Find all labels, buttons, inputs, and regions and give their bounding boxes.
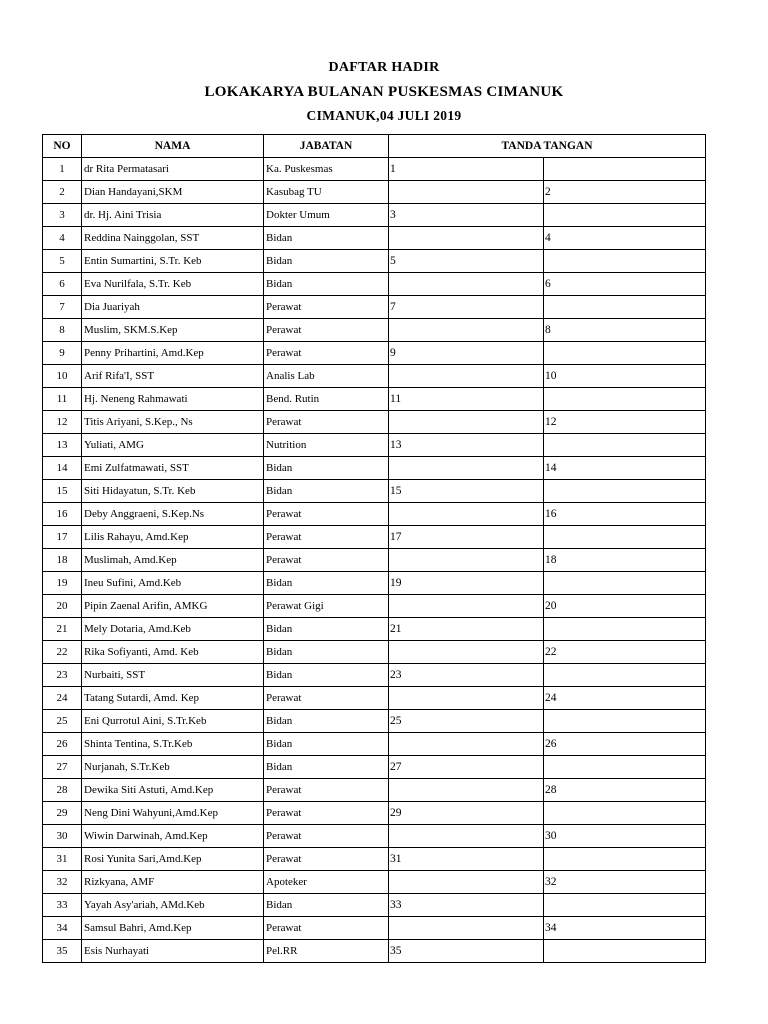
signature-cell-left <box>389 825 544 848</box>
cell-nama: Muslim, SKM.S.Kep <box>82 319 264 342</box>
cell-jabatan: Bidan <box>264 756 389 779</box>
cell-jabatan: Perawat <box>264 411 389 434</box>
cell-nama: dr Rita Permatasari <box>82 158 264 181</box>
column-header-no: NO <box>43 135 82 158</box>
cell-no: 13 <box>43 434 82 457</box>
cell-jabatan: Perawat <box>264 296 389 319</box>
cell-nama: Dian Handayani,SKM <box>82 181 264 204</box>
signature-cell-left: 5 <box>389 250 544 273</box>
signature-cell-left: 3 <box>389 204 544 227</box>
cell-no: 11 <box>43 388 82 411</box>
cell-nama: Arif Rifa'I, SST <box>82 365 264 388</box>
cell-jabatan: Bidan <box>264 618 389 641</box>
cell-jabatan: Bend. Rutin <box>264 388 389 411</box>
cell-jabatan: Ka. Puskesmas <box>264 158 389 181</box>
signature-cell-left: 1 <box>389 158 544 181</box>
signature-cell-left <box>389 411 544 434</box>
cell-no: 23 <box>43 664 82 687</box>
document-subtitle: LOKAKARYA BULANAN PUSKESMAS CIMANUK <box>204 84 564 100</box>
cell-nama: Shinta Tentina, S.Tr.Keb <box>82 733 264 756</box>
cell-nama: Ineu Sufini, Amd.Keb <box>82 572 264 595</box>
table-row <box>43 894 706 917</box>
cell-jabatan: Bidan <box>264 710 389 733</box>
signature-cell-left <box>389 871 544 894</box>
signature-cell-left <box>389 641 544 664</box>
cell-nama: Rosi Yunita Sari,Amd.Kep <box>82 848 264 871</box>
signature-cell-right: 10 <box>544 365 706 388</box>
signature-cell-right: 2 <box>544 181 706 204</box>
table-row <box>43 917 706 940</box>
table-row <box>43 940 706 963</box>
signature-cell-right <box>544 756 706 779</box>
signature-cell-right <box>544 618 706 641</box>
cell-nama: Wiwin Darwinah, Amd.Kep <box>82 825 264 848</box>
table-row <box>43 848 706 871</box>
cell-jabatan: Perawat <box>264 549 389 572</box>
signature-cell-right: 30 <box>544 825 706 848</box>
signature-cell-right <box>544 434 706 457</box>
cell-jabatan: Perawat Gigi <box>264 595 389 618</box>
cell-nama: Emi Zulfatmawati, SST <box>82 457 264 480</box>
cell-jabatan: Bidan <box>264 250 389 273</box>
cell-no: 35 <box>43 940 82 963</box>
cell-no: 7 <box>43 296 82 319</box>
signature-cell-left: 27 <box>389 756 544 779</box>
cell-no: 26 <box>43 733 82 756</box>
cell-nama: Yuliati, AMG <box>82 434 264 457</box>
cell-jabatan: Pel.RR <box>264 940 389 963</box>
cell-nama: Titis Ariyani, S.Kep., Ns <box>82 411 264 434</box>
signature-cell-left: 13 <box>389 434 544 457</box>
signature-cell-right <box>544 388 706 411</box>
cell-nama: Dewika Siti Astuti, Amd.Kep <box>82 779 264 802</box>
signature-cell-right <box>544 250 706 273</box>
signature-cell-left <box>389 227 544 250</box>
signature-cell-right: 6 <box>544 273 706 296</box>
cell-nama: Dia Juariyah <box>82 296 264 319</box>
cell-nama: Neng Dini Wahyuni,Amd.Kep <box>82 802 264 825</box>
cell-nama: Tatang Sutardi, Amd. Kep <box>82 687 264 710</box>
cell-no: 20 <box>43 595 82 618</box>
signature-cell-right <box>544 710 706 733</box>
signature-cell-right: 18 <box>544 549 706 572</box>
cell-no: 4 <box>43 227 82 250</box>
signature-cell-left <box>389 549 544 572</box>
cell-no: 14 <box>43 457 82 480</box>
signature-cell-right <box>544 940 706 963</box>
table-row <box>43 434 706 457</box>
signature-cell-left: 9 <box>389 342 544 365</box>
cell-jabatan: Dokter Umum <box>264 204 389 227</box>
signature-cell-right <box>544 526 706 549</box>
cell-nama: Yayah Asy'ariah, AMd.Keb <box>82 894 264 917</box>
table-row <box>43 549 706 572</box>
cell-jabatan: Perawat <box>264 503 389 526</box>
signature-cell-left: 15 <box>389 480 544 503</box>
signature-cell-left <box>389 319 544 342</box>
signature-cell-left <box>389 733 544 756</box>
cell-jabatan: Bidan <box>264 273 389 296</box>
cell-nama: Deby Anggraeni, S.Kep.Ns <box>82 503 264 526</box>
signature-cell-right <box>544 802 706 825</box>
cell-jabatan: Perawat <box>264 342 389 365</box>
table-row <box>43 503 706 526</box>
signature-cell-left: 29 <box>389 802 544 825</box>
signature-cell-left: 7 <box>389 296 544 319</box>
cell-no: 19 <box>43 572 82 595</box>
table-row <box>43 250 706 273</box>
cell-jabatan: Analis Lab <box>264 365 389 388</box>
cell-no: 24 <box>43 687 82 710</box>
cell-nama: dr. Hj. Aini Trisia <box>82 204 264 227</box>
signature-cell-left <box>389 779 544 802</box>
column-header-tanda-tangan: TANDA TANGAN <box>389 135 706 158</box>
table-row <box>43 687 706 710</box>
cell-no: 6 <box>43 273 82 296</box>
table-row <box>43 411 706 434</box>
signature-cell-right <box>544 848 706 871</box>
cell-jabatan: Nutrition <box>264 434 389 457</box>
cell-nama: Lilis Rahayu, Amd.Kep <box>82 526 264 549</box>
signature-cell-left: 19 <box>389 572 544 595</box>
cell-no: 25 <box>43 710 82 733</box>
signature-cell-right: 4 <box>544 227 706 250</box>
cell-nama: Entin Sumartini, S.Tr. Keb <box>82 250 264 273</box>
table-row <box>43 365 706 388</box>
cell-nama: Hj. Neneng Rahmawati <box>82 388 264 411</box>
signature-cell-left <box>389 917 544 940</box>
cell-nama: Reddina Nainggolan, SST <box>82 227 264 250</box>
cell-no: 17 <box>43 526 82 549</box>
signature-cell-right: 34 <box>544 917 706 940</box>
cell-jabatan: Bidan <box>264 457 389 480</box>
cell-jabatan: Bidan <box>264 733 389 756</box>
cell-jabatan: Kasubag TU <box>264 181 389 204</box>
signature-cell-right: 22 <box>544 641 706 664</box>
cell-nama: Pipin Zaenal Arifin, AMKG <box>82 595 264 618</box>
attendance-table <box>42 134 706 963</box>
table-row <box>43 342 706 365</box>
signature-cell-right: 14 <box>544 457 706 480</box>
cell-no: 31 <box>43 848 82 871</box>
signature-cell-left <box>389 687 544 710</box>
table-row <box>43 779 706 802</box>
cell-nama: Eva Nurilfala, S.Tr. Keb <box>82 273 264 296</box>
cell-no: 34 <box>43 917 82 940</box>
table-row <box>43 457 706 480</box>
table-row <box>43 158 706 181</box>
signature-cell-left: 11 <box>389 388 544 411</box>
cell-jabatan: Perawat <box>264 526 389 549</box>
signature-cell-left: 31 <box>389 848 544 871</box>
cell-nama: Nurbaiti, SST <box>82 664 264 687</box>
table-row <box>43 526 706 549</box>
signature-cell-right <box>544 894 706 917</box>
signature-cell-right <box>544 296 706 319</box>
cell-jabatan: Perawat <box>264 802 389 825</box>
table-row <box>43 641 706 664</box>
signature-cell-right <box>544 342 706 365</box>
cell-jabatan: Perawat <box>264 687 389 710</box>
signature-cell-right: 24 <box>544 687 706 710</box>
cell-no: 33 <box>43 894 82 917</box>
cell-no: 30 <box>43 825 82 848</box>
cell-nama: Muslimah, Amd.Kep <box>82 549 264 572</box>
cell-no: 8 <box>43 319 82 342</box>
cell-jabatan: Bidan <box>264 227 389 250</box>
cell-no: 5 <box>43 250 82 273</box>
table-row <box>43 227 706 250</box>
cell-no: 16 <box>43 503 82 526</box>
document-title: DAFTAR HADIR <box>328 60 440 75</box>
column-header-nama: NAMA <box>82 135 264 158</box>
cell-nama: Eni Qurrotul Aini, S.Tr.Keb <box>82 710 264 733</box>
table-row <box>43 181 706 204</box>
cell-nama: Rika Sofiyanti, Amd. Keb <box>82 641 264 664</box>
cell-jabatan: Bidan <box>264 480 389 503</box>
cell-jabatan: Perawat <box>264 825 389 848</box>
table-row <box>43 802 706 825</box>
signature-cell-right <box>544 480 706 503</box>
table-row <box>43 480 706 503</box>
cell-no: 32 <box>43 871 82 894</box>
cell-jabatan: Perawat <box>264 917 389 940</box>
signature-cell-right: 16 <box>544 503 706 526</box>
signature-cell-right: 20 <box>544 595 706 618</box>
cell-no: 22 <box>43 641 82 664</box>
cell-nama: Siti Hidayatun, S.Tr. Keb <box>82 480 264 503</box>
table-row <box>43 595 706 618</box>
signature-cell-left: 25 <box>389 710 544 733</box>
table-row <box>43 871 706 894</box>
place-date: CIMANUK,04 JULI 2019 <box>306 108 462 123</box>
signature-cell-left <box>389 273 544 296</box>
table-row <box>43 273 706 296</box>
signature-cell-right: 26 <box>544 733 706 756</box>
table-body <box>43 158 706 963</box>
cell-nama: Samsul Bahri, Amd.Kep <box>82 917 264 940</box>
cell-jabatan: Bidan <box>264 664 389 687</box>
cell-jabatan: Bidan <box>264 641 389 664</box>
signature-cell-right: 28 <box>544 779 706 802</box>
table-header-row <box>43 135 706 158</box>
cell-jabatan: Apoteker <box>264 871 389 894</box>
table-row <box>43 664 706 687</box>
signature-cell-right <box>544 204 706 227</box>
signature-cell-left: 23 <box>389 664 544 687</box>
signature-cell-right <box>544 572 706 595</box>
cell-nama: Nurjanah, S.Tr.Keb <box>82 756 264 779</box>
signature-cell-left: 33 <box>389 894 544 917</box>
signature-cell-right <box>544 158 706 181</box>
signature-cell-left <box>389 503 544 526</box>
table-row <box>43 710 706 733</box>
cell-nama: Penny Prihartini, Amd.Kep <box>82 342 264 365</box>
cell-no: 18 <box>43 549 82 572</box>
signature-cell-left: 17 <box>389 526 544 549</box>
cell-no: 2 <box>43 181 82 204</box>
table-row <box>43 319 706 342</box>
cell-no: 27 <box>43 756 82 779</box>
cell-nama: Rizkyana, AMF <box>82 871 264 894</box>
signature-cell-left: 35 <box>389 940 544 963</box>
table-row <box>43 618 706 641</box>
table-row <box>43 572 706 595</box>
cell-no: 10 <box>43 365 82 388</box>
cell-no: 9 <box>43 342 82 365</box>
cell-no: 21 <box>43 618 82 641</box>
cell-nama: Mely Dotaria, Amd.Keb <box>82 618 264 641</box>
cell-no: 3 <box>43 204 82 227</box>
signature-cell-right: 8 <box>544 319 706 342</box>
cell-no: 29 <box>43 802 82 825</box>
cell-no: 28 <box>43 779 82 802</box>
signature-cell-right: 12 <box>544 411 706 434</box>
cell-jabatan: Bidan <box>264 572 389 595</box>
cell-jabatan: Perawat <box>264 779 389 802</box>
signature-cell-right: 32 <box>544 871 706 894</box>
cell-no: 15 <box>43 480 82 503</box>
signature-cell-left <box>389 181 544 204</box>
table-row <box>43 825 706 848</box>
cell-no: 12 <box>43 411 82 434</box>
table-row <box>43 296 706 319</box>
signature-cell-left <box>389 365 544 388</box>
table-row <box>43 733 706 756</box>
cell-jabatan: Perawat <box>264 848 389 871</box>
table-row <box>43 204 706 227</box>
cell-jabatan: Perawat <box>264 319 389 342</box>
signature-cell-right <box>544 664 706 687</box>
cell-jabatan: Bidan <box>264 894 389 917</box>
cell-no: 1 <box>43 158 82 181</box>
table-row <box>43 388 706 411</box>
cell-nama: Esis Nurhayati <box>82 940 264 963</box>
signature-cell-left: 21 <box>389 618 544 641</box>
signature-cell-left <box>389 457 544 480</box>
signature-cell-left <box>389 595 544 618</box>
column-header-jabatan: JABATAN <box>264 135 389 158</box>
table-row <box>43 756 706 779</box>
